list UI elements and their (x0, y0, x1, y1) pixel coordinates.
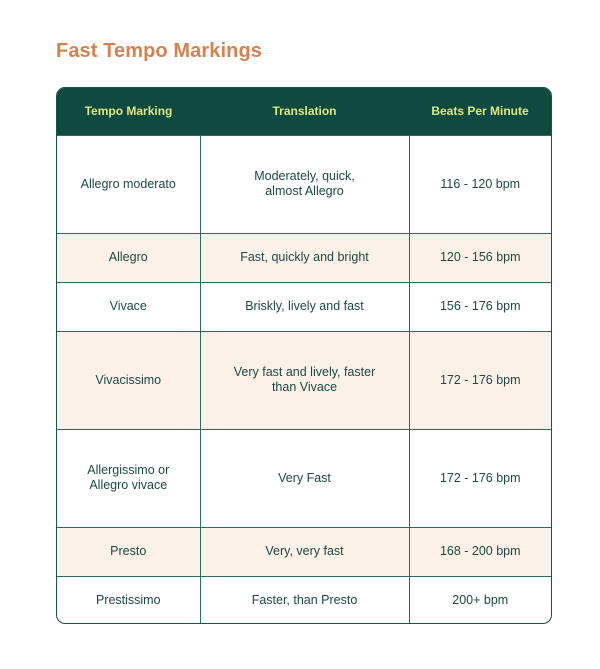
bpm-cell: 156 - 176 bpm (409, 282, 551, 331)
bpm-cell: 200+ bpm (409, 576, 551, 624)
table-header-row (57, 88, 551, 135)
bpm-cell: 168 - 200 bpm (409, 527, 551, 576)
tempo-marking-cell: Allegro (57, 233, 200, 282)
translation-cell: Faster, than Presto (200, 576, 409, 624)
header-tempo-marking: Tempo Marking (84, 104, 173, 119)
tempo-table (56, 87, 552, 624)
tempo-marking-cell: Allegro moderato (57, 135, 200, 233)
tempo-marking-cell: Vivace (57, 282, 200, 331)
header-beats-per-minute: Beats Per Minute (431, 104, 529, 119)
header-translation: Translation (272, 104, 337, 119)
bpm-cell: 172 - 176 bpm (409, 429, 551, 527)
translation-cell: Very Fast (200, 429, 409, 527)
translation-cell: Fast, quickly and bright (200, 233, 409, 282)
bpm-cell: 172 - 176 bpm (409, 331, 551, 429)
bpm-cell: 120 - 156 bpm (409, 233, 551, 282)
translation-cell: Very, very fast (200, 527, 409, 576)
table-row (57, 135, 551, 233)
tempo-marking-cell: Presto (57, 527, 200, 576)
table-row (57, 429, 551, 527)
table-row (57, 527, 551, 576)
translation-cell: Briskly, lively and fast (200, 282, 409, 331)
translation-cell: Very fast and lively, faster than Vivace (200, 331, 409, 429)
table-row (57, 233, 551, 282)
table-row (57, 331, 551, 429)
table-row (57, 576, 551, 624)
tempo-marking-cell: Prestissimo (57, 576, 200, 624)
tempo-marking-cell: Allergissimo or Allegro vivace (57, 429, 200, 527)
tempo-marking-cell: Vivacissimo (57, 331, 200, 429)
table-row (57, 282, 551, 331)
translation-cell: Moderately, quick, almost Allegro (200, 135, 409, 233)
page-title: Fast Tempo Markings (56, 40, 263, 62)
bpm-cell: 116 - 120 bpm (409, 135, 551, 233)
